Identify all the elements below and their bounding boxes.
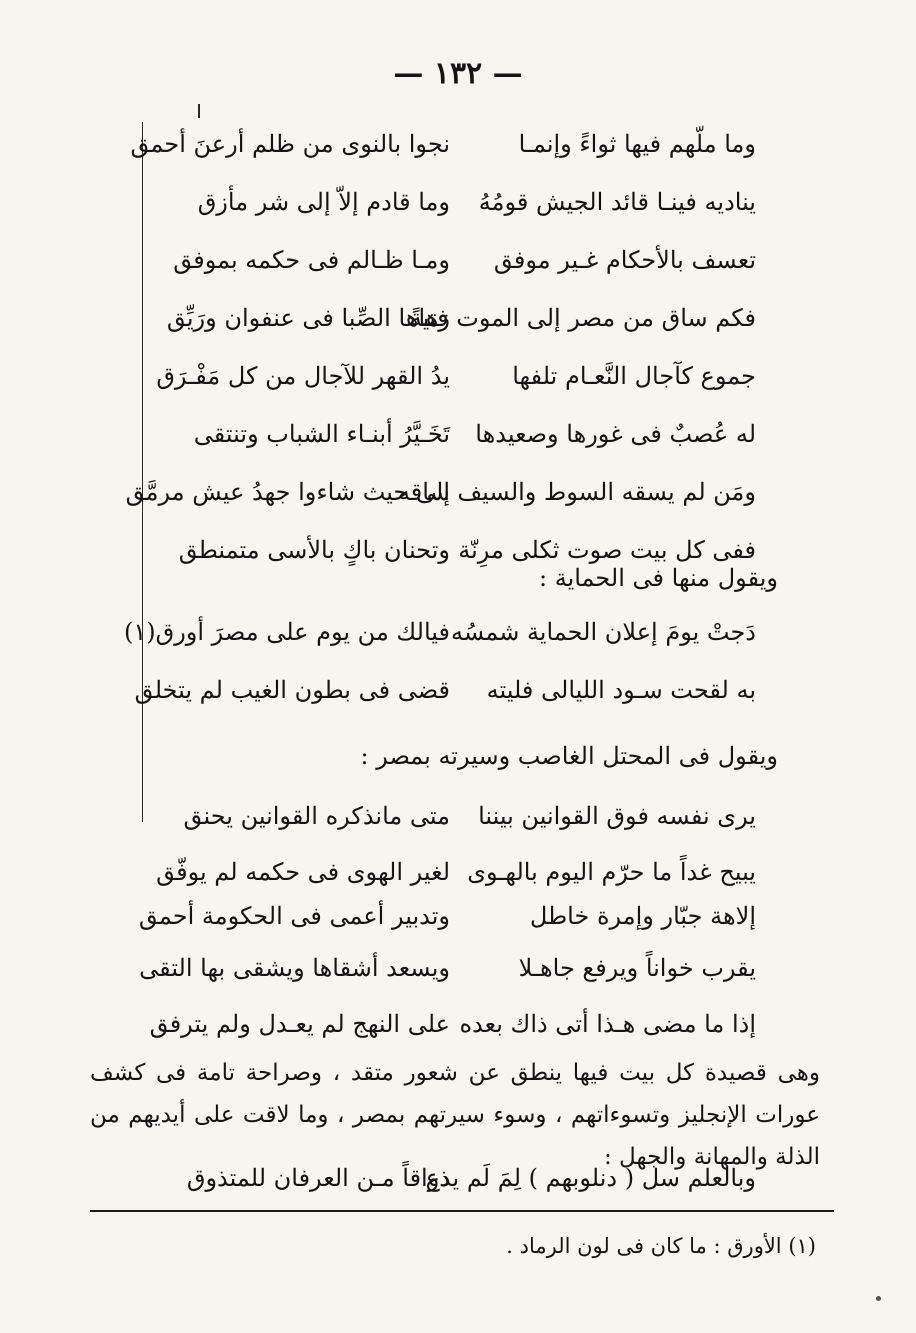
verse-second-hemistich: فيالك من يوم على مصرَ أورق(١) xyxy=(123,618,450,646)
paper-speck xyxy=(876,1296,881,1301)
verse-first-hemistich: وبالعلم سل ( دنلوبهم ) لِمَ لَم يدع xyxy=(425,1164,756,1192)
verse-row xyxy=(0,292,916,344)
verse-first-hemistich: يرى نفسه فوق القوانين بيننا xyxy=(478,802,756,830)
verse-second-hemistich: زهاها الصِّبا فى عنفوان ورَيِّق xyxy=(166,304,450,332)
verse-row xyxy=(0,408,916,460)
verse-first-hemistich: إذا ما مضى هـذا أتى ذاك بعده xyxy=(459,1010,756,1038)
verse-row xyxy=(0,176,916,228)
verse-second-hemistich: وتحنان باكٍ بالأسى متمنطق xyxy=(178,536,450,564)
verse-second-hemistich: قضى فى بطون الغيب لم يتخلق xyxy=(134,676,450,704)
verse-first-hemistich: تعسف بالأحكام غـير موفق xyxy=(493,246,756,274)
verse-row xyxy=(0,118,916,170)
verse-row xyxy=(0,606,916,658)
verse-row xyxy=(0,998,916,1050)
verse-first-hemistich: ومَن لم يسقه السوط والسيف ساقه xyxy=(397,478,756,506)
verse-second-hemistich: ومـا ظـالم فى حكمه بموفق xyxy=(173,246,450,274)
verse-row xyxy=(0,350,916,402)
verse-row xyxy=(0,234,916,286)
verse-second-hemistich: ويسعد أشقاها ويشقى بها التقى xyxy=(139,954,450,982)
verse-first-hemistich: وما ملّهم فيها ثواءً وإنمـا xyxy=(518,130,756,158)
verse-second-hemistich: وتدبير أعمى فى الحكومة أحمق xyxy=(138,902,450,930)
verse-second-hemistich: يدُ القهر للآجال من كل مَفْـرَق xyxy=(156,362,450,390)
verse-first-hemistich: ففى كل بيت صوت ثكلى مرِنّة xyxy=(458,536,756,564)
verse-first-hemistich: به لقحت سـود الليالى فليته xyxy=(486,676,756,704)
verse-first-hemistich: جموع كآجال النَّعـام تلفها xyxy=(512,362,756,390)
verse-row xyxy=(0,790,916,842)
section-intro: ويقول فى المحتل الغاصب وسيرته بمصر : xyxy=(360,742,778,770)
verse-first-hemistich: فكم ساق من مصر إلى الموت فتيةً xyxy=(409,304,756,332)
verse-second-hemistich: تَخَـيَّرُ أبنـاء الشباب وتنتقى xyxy=(193,420,450,448)
verse-row xyxy=(0,664,916,716)
verse-second-hemistich: وما قادم إلاّ إلى شر مأزق xyxy=(197,188,450,216)
footnote-rule xyxy=(90,1210,834,1212)
footnote: (١) الأورق : ما كان فى لون الرماد . xyxy=(506,1234,816,1258)
page-number: — ١٣٢ — xyxy=(393,56,523,91)
verse-first-hemistich: دَجتْ يومَ إعلان الحماية شمسُه xyxy=(451,618,756,646)
verse-first-hemistich: يناديه فينـا قائد الجيش قومُهُ xyxy=(478,188,756,216)
prose-paragraph: وهى قصيدة كل بيت فيها ينطق عن شعور متقد ، وصراحة تامة فى كشف عورات الإنجليز وتسوءاتهم ، وسوء سيرتهم بمصر ، وما لاقت على أيديهم من الذلة والمهانة والجهل : xyxy=(90,1060,820,1170)
verse-second-hemistich: على النهج لم يعـدل ولم يترفق xyxy=(149,1010,450,1038)
verse-first-hemistich: يبيح غداً ما حرّم اليوم بالهـوى xyxy=(467,858,756,886)
verse-row xyxy=(0,942,916,994)
margin-mark xyxy=(198,104,200,118)
verse-row xyxy=(0,1152,916,1204)
verse-second-hemistich: نجوا بالنوى من ظلم أرعنَ أحمق xyxy=(130,130,450,158)
verse-first-hemistich: يقرب خواناً ويرفع جاهـلا xyxy=(518,954,756,982)
verse-second-hemistich: إلى حيث شاءوا جهدُ عيش مرمَّق xyxy=(125,478,450,506)
verse-first-hemistich: له عُصبٌ فى غورها وصعيدها xyxy=(475,420,756,448)
verse-row xyxy=(0,466,916,518)
verse-second-hemistich: لغير الهوى فى حكمه لم يوفّق xyxy=(156,858,450,886)
verse-row xyxy=(0,890,916,942)
verse-second-hemistich: ذواقاً مـن العرفان للمتذوق xyxy=(186,1164,450,1192)
verse-first-hemistich: إلاهة جبّار وإمرة خاطل xyxy=(529,902,756,930)
section-intro: ويقول منها فى الحماية : xyxy=(538,564,778,592)
verse-second-hemistich: متى مانذكره القوانين يحنق xyxy=(183,802,450,830)
